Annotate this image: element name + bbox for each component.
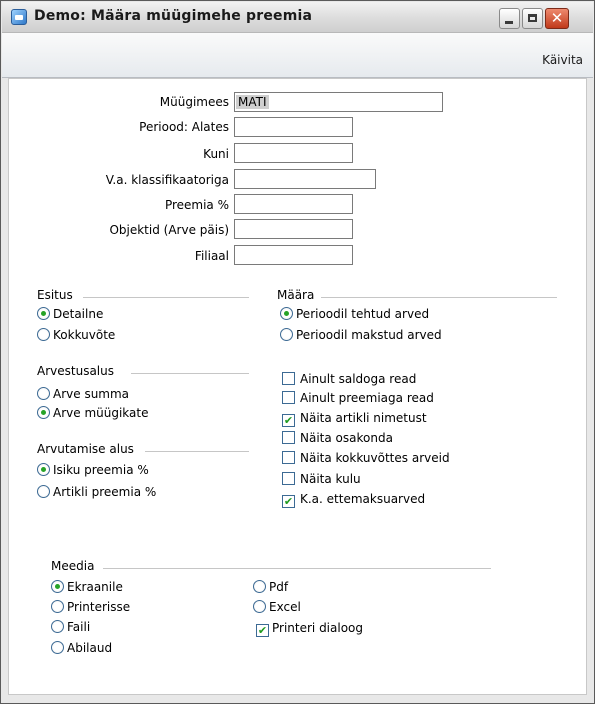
form-area bbox=[8, 78, 587, 695]
show-cost-label: Näita kulu bbox=[300, 472, 361, 486]
checkbox-icon[interactable] bbox=[282, 391, 295, 404]
media-excel-option[interactable] bbox=[253, 599, 301, 615]
radio-unselected-icon[interactable] bbox=[51, 641, 64, 654]
close-icon: ✕ bbox=[550, 9, 564, 27]
radio-selected-icon[interactable] bbox=[37, 406, 50, 419]
maara-made-invoices-label: Perioodil tehtud arved bbox=[296, 307, 430, 321]
show-invoices-in-summary-option[interactable] bbox=[282, 450, 450, 466]
maximize-button[interactable] bbox=[522, 8, 543, 29]
media-printer-option[interactable] bbox=[51, 599, 130, 615]
show-cost-option[interactable] bbox=[282, 471, 361, 487]
media-file-option[interactable] bbox=[51, 619, 90, 635]
close-button[interactable] bbox=[545, 8, 569, 29]
run-button[interactable]: Käivita bbox=[542, 53, 583, 67]
esitus-summary-label: Kokkuvõte bbox=[53, 328, 116, 342]
show-department-label: Näita osakonda bbox=[300, 431, 393, 445]
checkbox-checked-icon[interactable]: ✔ bbox=[257, 624, 268, 637]
radio-unselected-icon[interactable] bbox=[280, 328, 293, 341]
show-article-name-label: Näita artikli nimetust bbox=[300, 411, 427, 425]
show-invoices-in-summary-label: Näita kokkuvõttes arveid bbox=[300, 451, 450, 465]
media-screen-option[interactable] bbox=[51, 579, 123, 595]
radio-unselected-icon[interactable] bbox=[51, 620, 64, 633]
media-screen-label: Ekraanile bbox=[67, 580, 123, 594]
app-icon bbox=[11, 9, 27, 25]
media-file-label: Faili bbox=[67, 620, 91, 634]
radio-unselected-icon[interactable] bbox=[37, 485, 50, 498]
radio-selected-icon[interactable] bbox=[37, 307, 50, 320]
article-bonus-option[interactable] bbox=[37, 484, 156, 500]
checkbox-checked-icon[interactable]: ✔ bbox=[283, 495, 294, 508]
bonus-percent-label: Preemia % bbox=[164, 198, 229, 212]
checkbox-icon[interactable] bbox=[282, 372, 295, 385]
article-bonus-label: Artikli preemia % bbox=[53, 485, 157, 499]
period-to-field[interactable] bbox=[234, 143, 353, 163]
salesman-value: MATI bbox=[238, 95, 267, 109]
media-printer-label: Printerisse bbox=[67, 600, 131, 614]
checkbox-icon[interactable] bbox=[282, 472, 295, 485]
include-prepayment-invoices-label: K.a. ettemaksuarved bbox=[300, 492, 426, 506]
media-pdf-option[interactable] bbox=[253, 579, 288, 595]
radio-unselected-icon[interactable] bbox=[51, 600, 64, 613]
printer-dialog-label: Printeri dialoog bbox=[272, 621, 364, 635]
salesman-label: Müügimees bbox=[159, 95, 229, 109]
esitus-title: Esitus bbox=[37, 288, 73, 302]
show-department-option[interactable] bbox=[282, 430, 393, 446]
radio-unselected-icon[interactable] bbox=[253, 580, 266, 593]
maara-paid-invoices-label: Perioodil makstud arved bbox=[296, 328, 442, 342]
printer-dialog-option[interactable] bbox=[256, 620, 363, 636]
minimize-icon bbox=[505, 21, 513, 24]
salesman-field[interactable] bbox=[234, 92, 443, 112]
checkbox-icon[interactable] bbox=[282, 451, 295, 464]
arvestusalus-margin-option[interactable] bbox=[37, 405, 148, 421]
person-bonus-option[interactable] bbox=[37, 462, 149, 478]
esitus-detailed-option[interactable] bbox=[37, 306, 103, 322]
only-bonus-rows-label: Ainult preemiaga read bbox=[300, 391, 434, 405]
arvestusalus-title: Arvestusalus bbox=[37, 364, 114, 378]
toolbar bbox=[2, 33, 593, 78]
person-bonus-label: Isiku preemia % bbox=[53, 463, 149, 477]
show-article-name-option[interactable] bbox=[282, 410, 427, 426]
media-pdf-label: Pdf bbox=[269, 580, 289, 594]
radio-unselected-icon[interactable] bbox=[37, 328, 50, 341]
radio-selected-icon[interactable] bbox=[37, 463, 50, 476]
only-balance-rows-option[interactable] bbox=[282, 371, 416, 387]
arvutamise-alus-title: Arvutamise alus bbox=[37, 442, 134, 456]
radio-selected-icon[interactable] bbox=[51, 580, 64, 593]
media-clipboard-label: Abilaud bbox=[67, 641, 113, 655]
esitus-summary-option[interactable] bbox=[37, 327, 115, 343]
bonus-percent-field[interactable] bbox=[234, 194, 353, 214]
branch-field[interactable] bbox=[234, 245, 353, 265]
arvestusalus-sum-option[interactable] bbox=[37, 386, 129, 402]
radio-unselected-icon[interactable] bbox=[37, 387, 50, 400]
arvutamise-alus-divider bbox=[145, 451, 249, 452]
maara-divider bbox=[321, 297, 557, 298]
maximize-icon bbox=[528, 14, 537, 22]
branch-label: Filiaal bbox=[194, 249, 229, 263]
checkbox-icon[interactable] bbox=[282, 431, 295, 444]
period-from-label: Periood: Alates bbox=[139, 120, 229, 134]
window-title: Demo: Määra müügimehe preemia bbox=[34, 8, 313, 24]
arvestusalus-divider bbox=[131, 373, 249, 374]
maara-made-invoices-option[interactable] bbox=[280, 306, 429, 322]
exclude-classification-label: V.a. klassifikaatoriga bbox=[105, 173, 229, 187]
maara-paid-invoices-option[interactable] bbox=[280, 327, 442, 343]
radio-selected-icon[interactable] bbox=[280, 307, 293, 320]
minimize-button[interactable] bbox=[499, 8, 520, 29]
period-from-field[interactable] bbox=[234, 117, 353, 137]
esitus-detailed-label: Detailne bbox=[53, 307, 104, 321]
media-excel-label: Excel bbox=[269, 600, 301, 614]
period-to-label: Kuni bbox=[203, 147, 229, 161]
arvestusalus-sum-label: Arve summa bbox=[53, 387, 130, 401]
objects-label: Objektid (Arve päis) bbox=[109, 223, 229, 237]
title-bar[interactable] bbox=[2, 2, 593, 33]
checkbox-checked-icon[interactable]: ✔ bbox=[283, 414, 294, 427]
exclude-classification-field[interactable] bbox=[234, 169, 376, 189]
esitus-divider bbox=[83, 297, 249, 298]
radio-unselected-icon[interactable] bbox=[253, 600, 266, 613]
only-bonus-rows-option[interactable] bbox=[282, 390, 434, 406]
include-prepayment-invoices-option[interactable] bbox=[282, 491, 425, 507]
only-balance-rows-label: Ainult saldoga read bbox=[300, 372, 417, 386]
media-clipboard-option[interactable] bbox=[51, 640, 112, 656]
arvestusalus-margin-label: Arve müügikate bbox=[53, 406, 149, 420]
maara-title: Määra bbox=[277, 288, 315, 302]
meedia-title: Meedia bbox=[51, 559, 95, 573]
meedia-divider bbox=[103, 568, 491, 569]
objects-field[interactable] bbox=[234, 219, 353, 239]
